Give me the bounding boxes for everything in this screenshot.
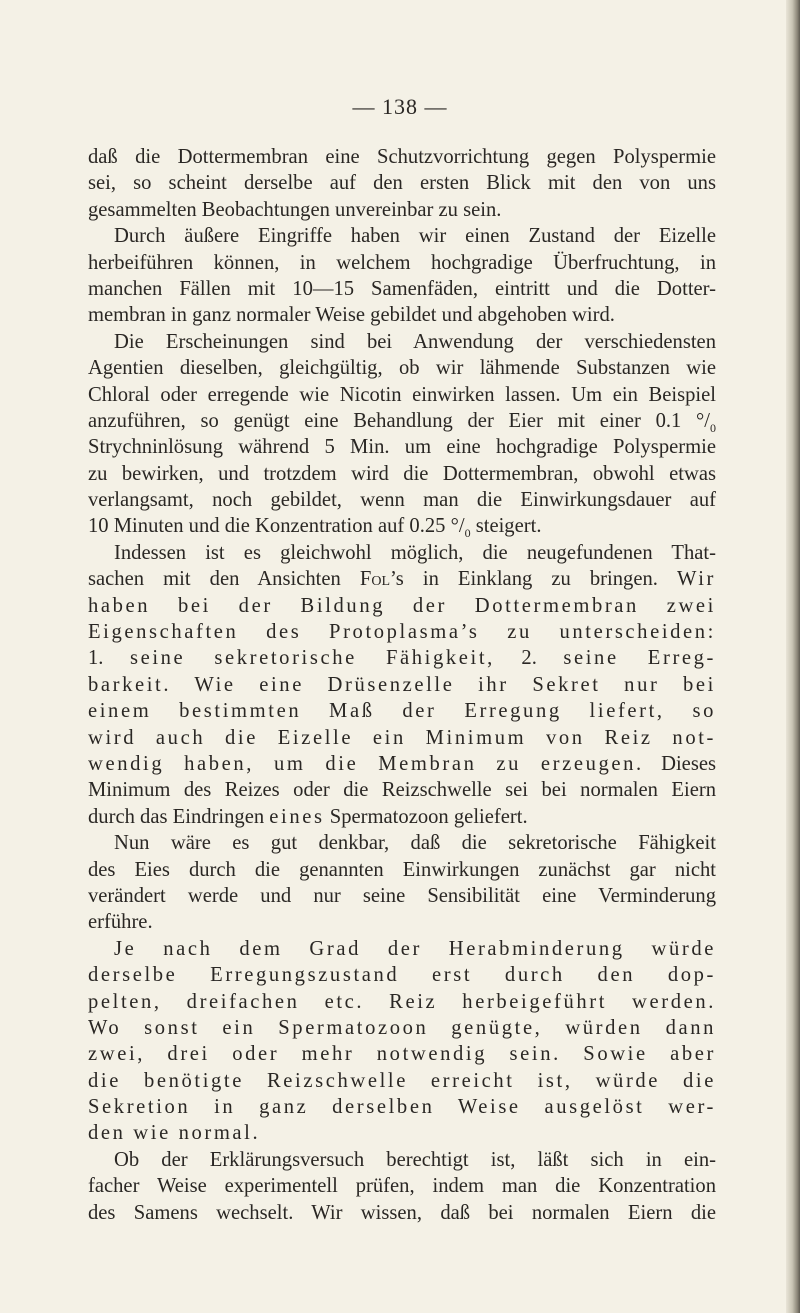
text-span: Spermatozoon geliefert. <box>324 805 528 828</box>
text-span: seine sekretorische Fähigkeit, <box>129 647 495 670</box>
text-span: haben bei der Bildung der Dottermembran zwei <box>88 594 716 617</box>
text-span: Wo sonst ein Spermatozoon genügte, würden dann <box>88 1016 716 1039</box>
text-span: Chloral oder erregende wie Nicotin einwirken lassen. Um ein Beispiel <box>88 383 716 406</box>
text-line <box>88 408 716 434</box>
text-span: Dieses <box>643 752 716 775</box>
text-line <box>88 725 716 751</box>
text-line <box>88 777 716 803</box>
text-line <box>88 434 716 460</box>
text-span: 10 Minuten und die Konzentration auf 0.25 °/ <box>88 515 465 538</box>
text-span: einem bestimmten Maß der Erregung liefert, so <box>88 700 716 723</box>
text-span: Je nach dem Grad der Herabminderung würde <box>114 937 716 960</box>
text-span: manchen Fällen mit 10—15 Samenfäden, eintritt und die Dotter- <box>88 277 716 300</box>
text-span: verlangsamt, noch gebildet, wenn man die Einwirkungsdauer auf <box>88 489 716 512</box>
text-span: des Eies durch die genannten Einwirkungen zunächst gar nicht <box>88 858 716 881</box>
text-span: Minimum des Reizes oder die Reizschwelle sei bei normalen Eiern <box>88 779 716 802</box>
text-span: daß die Dottermembran eine Schutzvorrichtung gegen Polyspermie <box>88 146 716 168</box>
text-line <box>88 1120 716 1146</box>
text-span: Ob der Erklärungsversuch berechtigt ist, läßt sich in ein- <box>114 1148 716 1171</box>
text-span: 1. <box>88 647 130 670</box>
text-span: sachen mit den Ansichten <box>88 568 360 591</box>
text-line <box>88 329 716 355</box>
text-line <box>88 936 716 962</box>
page-edge-shadow <box>786 0 800 1313</box>
text-line <box>88 382 716 408</box>
text-span: Strychninlösung während 5 Min. um eine hochgradige Polyspermie <box>88 436 716 459</box>
text-line <box>88 909 716 935</box>
text-line <box>88 645 716 671</box>
text-line <box>88 566 716 592</box>
text-span: wird auch die Eizelle ein Minimum von Reiz not- <box>88 726 716 749</box>
text-line <box>88 487 716 513</box>
text-line <box>88 355 716 381</box>
subscript: 0 <box>710 421 716 436</box>
text-line <box>88 1173 716 1199</box>
text-span: seine Erreg- <box>563 647 716 670</box>
text-line <box>88 461 716 487</box>
text-line <box>88 1015 716 1041</box>
text-span: Fol <box>359 568 391 591</box>
text-span: wendig haben, um die Membran zu erzeugen. <box>88 752 644 775</box>
text-line <box>88 540 716 566</box>
text-line <box>88 804 716 830</box>
text-line <box>88 1068 716 1094</box>
text-line <box>88 223 716 249</box>
text-span: den wie normal. <box>88 1122 261 1145</box>
text-span: Durch äußere Eingriffe haben wir einen Zustand der Eizelle <box>114 225 716 248</box>
text-span: verändert werde und nur seine Sensibilität eine Verminderung <box>88 884 716 907</box>
text-line <box>88 698 716 724</box>
text-span: barkeit. Wie eine Drüsenzelle ihr Sekret nur bei <box>88 673 716 696</box>
text-line <box>88 250 716 276</box>
text-line <box>88 197 716 223</box>
text-line <box>88 883 716 909</box>
text-line <box>88 170 716 196</box>
text-line <box>88 1041 716 1067</box>
text-span: ’s in Einklang zu bringen. <box>390 568 678 591</box>
text-span: durch das Eindringen <box>88 805 270 828</box>
page-number: — 138 — <box>352 94 448 119</box>
text-span: Indessen ist es gleichwohl möglich, die neugefundenen That- <box>114 541 716 564</box>
text-span: 2. <box>494 647 564 670</box>
text-span: zu bewirken, und trotzdem wird die Dottermembran, obwohl etwas <box>88 462 716 485</box>
text-line <box>88 513 716 539</box>
text-line <box>88 751 716 777</box>
text-span: steigert. <box>470 515 542 538</box>
text-span: erführe. <box>88 911 153 934</box>
text-span: zwei, drei oder mehr notwendig sein. Sowie aber <box>88 1043 716 1066</box>
text-span: des Samens wechselt. Wir wissen, daß bei normalen Eiern die <box>88 1201 716 1224</box>
text-span: Sekretion in ganz derselben Weise ausgelöst wer- <box>88 1096 716 1119</box>
text-line <box>88 619 716 645</box>
text-line <box>88 989 716 1015</box>
text-line <box>88 1094 716 1120</box>
text-line <box>88 830 716 856</box>
text-span: anzuführen, so genügt eine Behandlung der Eier mit einer 0.1 °/ <box>88 409 710 432</box>
text-span: die benötigte Reizschwelle erreicht ist, würde die <box>88 1069 716 1092</box>
text-span: sei, so scheint derselbe auf den ersten Blick mit den von uns <box>88 172 716 195</box>
text-span: Nun wäre es gut denkbar, daß die sekretorische Fähigkeit <box>114 832 716 855</box>
text-span: Wir <box>677 568 717 591</box>
text-line <box>88 593 716 619</box>
text-line <box>88 1200 716 1226</box>
text-line <box>88 1147 716 1173</box>
text-span: Eigenschaften des Protoplasma’s zu unterscheiden: <box>88 621 716 644</box>
text-span: membran in ganz normaler Weise gebildet und abgehoben wird. <box>88 304 615 327</box>
text-span: gesammelten Beobachtungen unvereinbar zu sein. <box>88 198 502 221</box>
text-span: derselbe Erregungszustand erst durch den dop- <box>88 964 716 987</box>
text-line <box>88 857 716 883</box>
text-line <box>88 302 716 328</box>
text-line <box>88 276 716 302</box>
subscript: 0 <box>464 526 471 541</box>
text-span: pelten, dreifachen etc. Reiz herbeigeführt werden. <box>88 990 716 1013</box>
text-span: eines <box>269 805 325 828</box>
text-span: herbeiführen können, in welchem hochgradige Überfruchtung, in <box>88 251 716 274</box>
text-line <box>88 962 716 988</box>
text-span: Die Erscheinungen sind bei Anwendung der verschiedensten <box>114 330 716 353</box>
text-line <box>88 144 716 170</box>
text-span: Agentien dieselben, gleichgültig, ob wir lähmende Substanzen wie <box>88 357 716 380</box>
body-text <box>88 144 716 1226</box>
text-line <box>88 672 716 698</box>
text-span: facher Weise experimentell prüfen, indem man die Konzentration <box>88 1175 716 1198</box>
